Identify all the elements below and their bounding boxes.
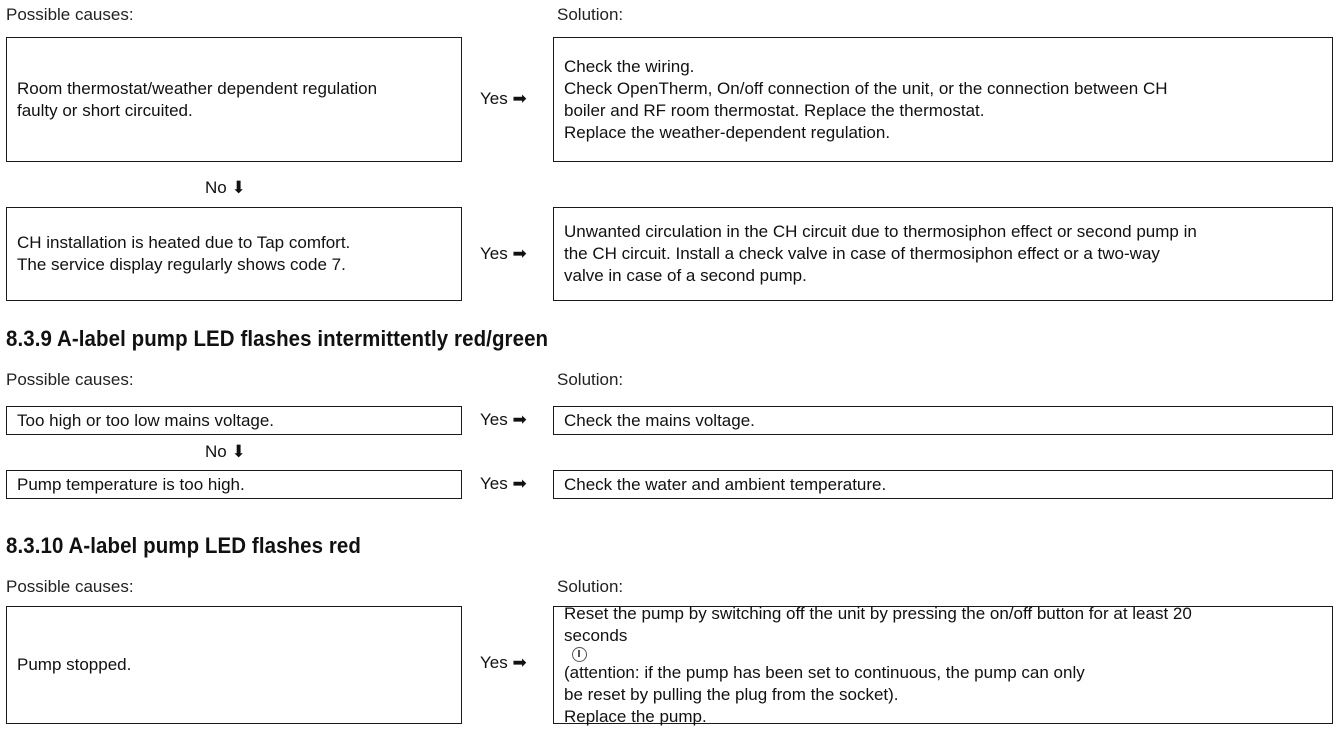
solution-box: [553, 406, 1333, 435]
solution-box: [553, 603, 1333, 726]
yes-arrow-label: Yes ➡: [480, 410, 527, 429]
solution-label: Solution:: [557, 5, 624, 24]
cause-text: CH installation is heated due to Tap comfort.: [17, 233, 351, 252]
cause-box: [6, 37, 462, 162]
possible-causes-label: Possible causes:: [6, 577, 134, 596]
yes-arrow-label: Yes ➡: [480, 474, 527, 493]
cause-box: [6, 406, 462, 435]
solution-box: [553, 37, 1333, 162]
solution-text: Unwanted circulation in the CH circuit due to thermosiphon effect or second pump in: [564, 222, 1197, 241]
solution-text-part: (attention: if the pump has been set to continuous, the pump can only: [564, 662, 1085, 682]
no-arrow-label: No ⬇: [205, 178, 246, 197]
cause-box: [6, 470, 462, 499]
attention-icon: [572, 647, 587, 662]
solution-text: Check OpenTherm, On/off connection of the unit, or the connection between CH: [564, 78, 1168, 98]
solution-text: the CH circuit. Install a check valve in case of thermosiphon effect or a two-way: [564, 244, 1160, 263]
solution-text: [564, 625, 1322, 684]
section-heading: 8.3.9 A-label pump LED flashes intermittently red/green: [6, 326, 549, 351]
cause-text: Pump stopped.: [17, 655, 132, 674]
solution-text: Check the wiring.: [564, 56, 695, 76]
yes-arrow-label: Yes ➡: [480, 653, 527, 672]
cause-box: [6, 207, 462, 301]
cause-text: Too high or too low mains voltage.: [17, 410, 275, 430]
solution-label: Solution:: [557, 577, 624, 596]
section-heading: 8.3.10 A-label pump LED flashes red: [6, 533, 361, 558]
cause-box: [6, 606, 462, 724]
no-arrow-label: No ⬇: [205, 442, 246, 461]
solution-box: [553, 470, 1333, 499]
cause-text: faulty or short circuited.: [17, 100, 193, 120]
cause-text: Room thermostat/weather dependent regulation: [17, 78, 378, 98]
solution-text: Replace the pump.: [564, 706, 707, 726]
possible-causes-label: Possible causes:: [6, 370, 134, 389]
cause-text: Pump temperature is too high.: [17, 474, 245, 494]
solution-box: [553, 207, 1333, 301]
solution-text: Replace the weather-dependent regulation.: [564, 122, 891, 142]
solution-text: be reset by pulling the plug from the socket).: [564, 684, 899, 704]
solution-label: Solution:: [557, 370, 624, 389]
solution-text: Check the water and ambient temperature.: [564, 474, 887, 494]
solution-text: valve in case of a second pump.: [564, 266, 807, 285]
solution-text: Check the mains voltage.: [564, 410, 755, 430]
cause-text: The service display regularly shows code 7.: [17, 255, 346, 274]
solution-text: Reset the pump by switching off the unit by pressing the on/off button for at least 20: [564, 603, 1192, 623]
possible-causes-label: Possible causes:: [6, 5, 134, 24]
yes-arrow-label: Yes ➡: [480, 244, 527, 263]
solution-text-part: seconds: [564, 625, 628, 645]
solution-text: boiler and RF room thermostat. Replace the thermostat.: [564, 100, 985, 120]
yes-arrow-label: Yes ➡: [480, 89, 527, 108]
